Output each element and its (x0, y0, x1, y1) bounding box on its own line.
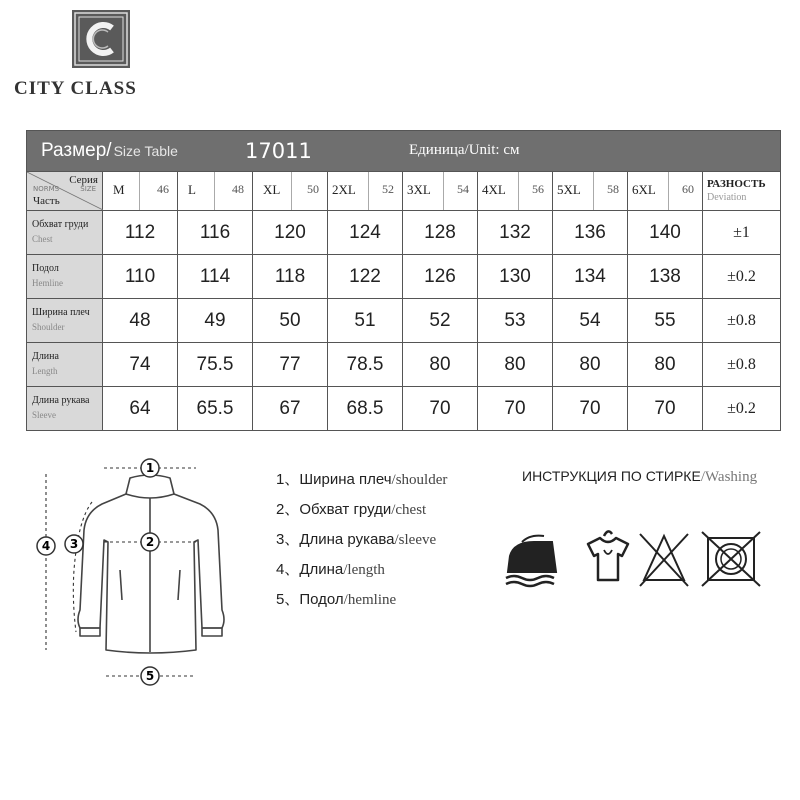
size-number: 58 (607, 182, 619, 196)
part-label: Часть (33, 195, 60, 207)
size-table (26, 130, 781, 431)
value-cell: 80 (403, 343, 478, 387)
value-cell: 65.5 (178, 387, 253, 431)
value-cell: 122 (328, 255, 403, 299)
value-cell: 70 (478, 387, 553, 431)
jacket-diagram (28, 450, 248, 700)
value-cell: 124 (328, 211, 403, 255)
deviation-cell: ±1 (703, 211, 781, 255)
value-cell: 136 (553, 211, 628, 255)
value-cell: 80 (628, 343, 703, 387)
size-letter: M (113, 182, 125, 197)
left-pocket (120, 570, 122, 600)
size-number: 56 (532, 182, 544, 196)
value-cell: 78.5 (328, 343, 403, 387)
value-cell: 114 (178, 255, 253, 299)
size-letter: 4XL (482, 182, 506, 197)
list-item: 3、Длина рукава/sleeve (276, 531, 437, 548)
size-letter: 5XL (557, 182, 581, 197)
table-row (27, 255, 781, 299)
value-cell: 80 (553, 343, 628, 387)
size-cell (628, 172, 703, 211)
list-item: 1、Ширина плеч/shoulder (276, 471, 448, 488)
row-label: Ширина плеч Shoulder (27, 299, 103, 343)
value-cell: 116 (178, 211, 253, 255)
series-label: Серия (69, 174, 98, 186)
value-cell: 75.5 (178, 343, 253, 387)
value-cell: 64 (103, 387, 178, 431)
row-label: Длина рукава Sleeve (27, 387, 103, 431)
value-cell: 74 (103, 343, 178, 387)
size-letter: XL (263, 182, 281, 197)
norms-label: NORMS (33, 185, 60, 193)
deviation-cell: ±0.8 (703, 299, 781, 343)
value-cell: 70 (628, 387, 703, 431)
size-cell (103, 172, 178, 211)
value-cell: 138 (628, 255, 703, 299)
value-cell: 132 (478, 211, 553, 255)
size-number: 48 (232, 182, 244, 196)
value-cell: 128 (403, 211, 478, 255)
value-cell: 70 (403, 387, 478, 431)
value-cell: 80 (478, 343, 553, 387)
measurement-list (276, 468, 447, 618)
value-cell: 134 (553, 255, 628, 299)
value-cell: 130 (478, 255, 553, 299)
table-row (27, 343, 781, 387)
list-item: 2、Обхват груди/chest (276, 501, 427, 518)
size-cell (403, 172, 478, 211)
table-row (27, 387, 781, 431)
collar (126, 475, 174, 498)
value-cell: 68.5 (328, 387, 403, 431)
list-item: 5、Подол/hemline (276, 591, 397, 608)
table-row (27, 299, 781, 343)
table-row (27, 211, 781, 255)
size-cell (478, 172, 553, 211)
size-letter: L (188, 182, 196, 197)
value-cell: 77 (253, 343, 328, 387)
size-label: SIZE (80, 185, 96, 193)
value-cell: 112 (103, 211, 178, 255)
size-letter: 2XL (332, 182, 356, 197)
size-cell (553, 172, 628, 211)
size-letter: 6XL (632, 182, 656, 197)
row-label: Обхват груди Chest (27, 211, 103, 255)
corner-cell (27, 172, 103, 211)
row-label: Подол Hemline (27, 255, 103, 299)
size-letter: 3XL (407, 182, 431, 197)
value-cell: 70 (553, 387, 628, 431)
value-cell: 50 (253, 299, 328, 343)
value-cell: 55 (628, 299, 703, 343)
size-number: 50 (307, 182, 319, 196)
marker-5-text: 5 (145, 669, 155, 683)
iron-icon (506, 536, 556, 586)
hand-wash-icon (588, 531, 628, 580)
value-cell: 110 (103, 255, 178, 299)
value-cell: 67 (253, 387, 328, 431)
washing-icons (500, 526, 780, 596)
size-cell (178, 172, 253, 211)
size-cell (253, 172, 328, 211)
marker-4-text: 4 (41, 539, 51, 553)
size-number: 52 (382, 182, 394, 196)
marker-3-text: 3 (69, 537, 79, 551)
value-cell: 49 (178, 299, 253, 343)
value-cell: 118 (253, 255, 328, 299)
brand-logo (72, 10, 130, 68)
left-cuff (80, 628, 100, 636)
value-cell: 52 (403, 299, 478, 343)
value-cell: 54 (553, 299, 628, 343)
deviation-cell: ±0.2 (703, 387, 781, 431)
deviation-cell: ±0.8 (703, 343, 781, 387)
size-number: 46 (157, 182, 169, 196)
model-number: 17011 (245, 139, 312, 163)
size-cell (328, 172, 403, 211)
deviation-label-en: Deviation (707, 192, 747, 203)
table-header (27, 131, 781, 172)
size-number: 54 (457, 182, 469, 196)
right-pocket (178, 570, 180, 600)
marker-2-text: 2 (145, 535, 155, 549)
unit-label: Единица/Unit: см (409, 142, 520, 158)
deviation-cell: ±0.2 (703, 255, 781, 299)
deviation-header (703, 172, 781, 211)
value-cell: 51 (328, 299, 403, 343)
size-header-row (27, 172, 781, 211)
brand-name: CITY CLASS (14, 78, 137, 99)
list-item: 4、Длина/length (276, 561, 385, 578)
value-cell: 53 (478, 299, 553, 343)
marker-1-text: 1 (145, 461, 155, 475)
value-cell: 120 (253, 211, 328, 255)
value-cell: 126 (403, 255, 478, 299)
washing-title: ИНСТРУКЦИЯ ПО СТИРКЕ/Washing (522, 468, 758, 485)
deviation-label: РАЗНОСТЬ (707, 178, 766, 190)
value-cell: 48 (103, 299, 178, 343)
size-number: 60 (682, 182, 694, 196)
value-cell: 140 (628, 211, 703, 255)
no-bleach-icon (640, 534, 688, 586)
row-label: Длина Length (27, 343, 103, 387)
table-title: Размер/ Size Table (41, 140, 178, 161)
no-tumble-dry-icon (702, 532, 760, 586)
right-cuff (202, 628, 222, 636)
